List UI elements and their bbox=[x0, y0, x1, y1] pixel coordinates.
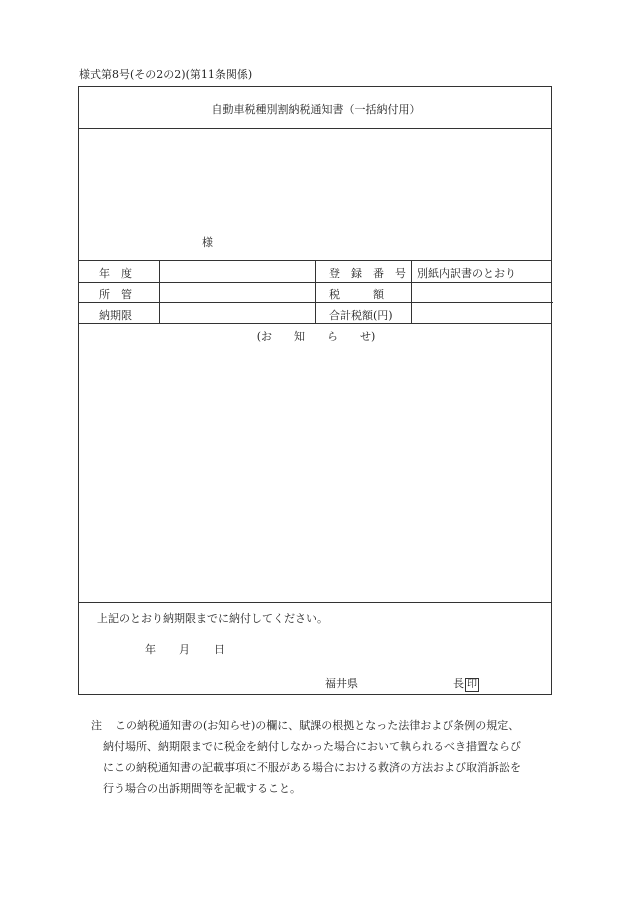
rule-notice bbox=[79, 602, 551, 603]
footnote-line-1: この納税通知書の(お知らせ)の欄に、賦課の根拠となった法律および条例の規定、 bbox=[115, 719, 520, 732]
notice-heading: (お 知 ら せ) bbox=[256, 330, 376, 343]
pay-by-text: 上記のとおり納期限までに納付してください。 bbox=[97, 612, 328, 625]
label-year: 年 度 bbox=[99, 267, 132, 280]
rule-row3 bbox=[79, 323, 551, 324]
label-total: 合計税額(円) bbox=[329, 309, 393, 322]
label-reg-no: 登 録 番 号 bbox=[329, 267, 406, 280]
addressee-suffix: 様 bbox=[202, 236, 213, 249]
form-number-label: 様式第8号(その2の2)(第11条関係) bbox=[79, 68, 253, 81]
footnote-line-3: にこの納税通知書の記載事項に不服がある場合における救済の方法および取消訴訟を bbox=[103, 761, 521, 774]
rule-title bbox=[79, 128, 551, 129]
tax-notice-form bbox=[78, 86, 552, 695]
footnote-line-2: 納付場所、納期限までに税金を納付しなかった場合において執られるべき措置ならび bbox=[103, 740, 521, 753]
issuer-chief bbox=[453, 675, 479, 692]
date-month: 月 bbox=[179, 643, 190, 656]
footnote-line-4: 行う場合の出訴期間等を記載すること。 bbox=[103, 782, 301, 795]
label-due: 納期限 bbox=[99, 309, 132, 322]
date-day: 日 bbox=[214, 643, 225, 656]
chief-label: 長 bbox=[453, 677, 464, 690]
label-tax: 税 額 bbox=[329, 288, 384, 301]
seal-stamp: 印 bbox=[467, 679, 477, 690]
date-year: 年 bbox=[145, 643, 156, 656]
label-office: 所 管 bbox=[99, 288, 132, 301]
form-title: 自動車税種別割納税通知書（一括納付用） bbox=[211, 103, 421, 116]
issuer-prefecture: 福井県 bbox=[325, 677, 358, 690]
footnote-mark: 注 bbox=[91, 719, 102, 732]
separate-sheet-note: 別紙内訳書のとおり bbox=[417, 267, 516, 280]
